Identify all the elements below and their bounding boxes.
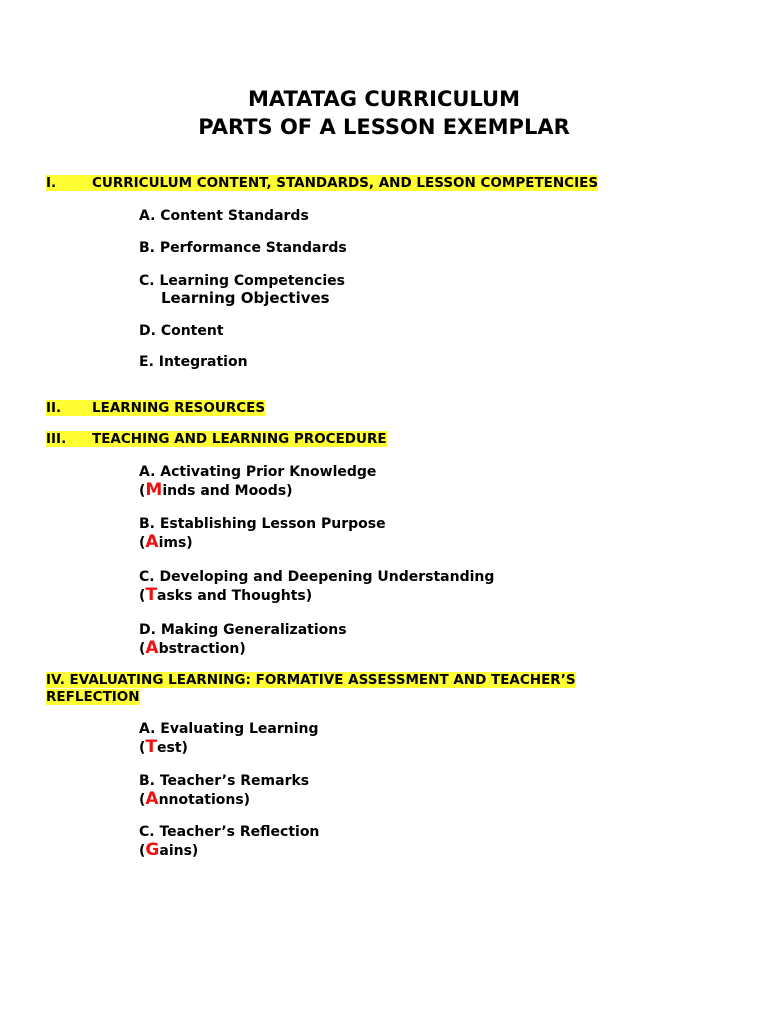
acronym-a3-line: (Annotations)	[139, 789, 251, 809]
acronym-m-line: (Minds and Moods)	[139, 480, 293, 500]
section-3-label: TEACHING AND LEARNING PROCEDURE	[92, 431, 387, 447]
activating-prior-knowledge-item: A. Activating Prior Knowledge	[139, 464, 377, 480]
acronym-letter: M	[145, 480, 163, 500]
content-item: D. Content	[139, 323, 224, 339]
acronym-t-line: (Tasks and Thoughts)	[139, 585, 313, 605]
learning-objectives-subitem: Learning Objectives	[161, 289, 330, 307]
section-3-heading	[46, 431, 387, 448]
teachers-reflection-item: C. Teacher’s Reflection	[139, 824, 320, 840]
section-4-line-1: IV. EVALUATING LEARNING: FORMATIVE ASSESSMENT AND TEACHER’S	[46, 672, 576, 688]
acronym-letter: T	[145, 737, 158, 757]
acronym-a-line: (Aims)	[139, 532, 193, 552]
evaluating-learning-item: A. Evaluating Learning	[139, 721, 319, 737]
acronym-g-line: (Gains)	[139, 840, 199, 860]
acronym-letter: T	[145, 585, 158, 605]
making-generalizations-item: D. Making Generalizations	[139, 622, 347, 638]
acronym-letter: A	[145, 789, 159, 809]
section-2-heading	[46, 400, 265, 417]
performance-standards-item: B. Performance Standards	[139, 240, 347, 256]
developing-deepening-understanding-item: C. Developing and Deepening Understanding	[139, 569, 495, 585]
acronym-letter: A	[145, 532, 159, 552]
acronym-letter: A	[145, 638, 159, 658]
acronym-letter: G	[145, 840, 160, 860]
section-3-number: III.	[46, 431, 67, 447]
content-standards-item: A. Content Standards	[139, 208, 309, 224]
acronym-a2-line: (Abstraction)	[139, 638, 246, 658]
page-title-line-1: MATATAG CURRICULUM	[248, 87, 520, 111]
acronym-t2-line: (Test)	[139, 737, 188, 757]
establishing-lesson-purpose-item: B. Establishing Lesson Purpose	[139, 516, 386, 532]
section-4-heading	[46, 672, 576, 706]
teachers-remarks-item: B. Teacher’s Remarks	[139, 773, 310, 789]
section-4-line-2: REFLECTION	[46, 689, 140, 705]
section-1-label: CURRICULUM CONTENT, STANDARDS, AND LESSON COMPETENCIES	[92, 175, 599, 191]
section-2-label: LEARNING RESOURCES	[92, 400, 266, 416]
section-1-number: I.	[46, 175, 57, 191]
integration-item: E. Integration	[139, 354, 248, 370]
section-2-number: II.	[46, 400, 62, 416]
page-title-line-2: PARTS OF A LESSON EXEMPLAR	[198, 115, 570, 139]
learning-competencies-item: C. Learning Competencies	[139, 273, 345, 289]
section-1-heading	[46, 175, 598, 192]
